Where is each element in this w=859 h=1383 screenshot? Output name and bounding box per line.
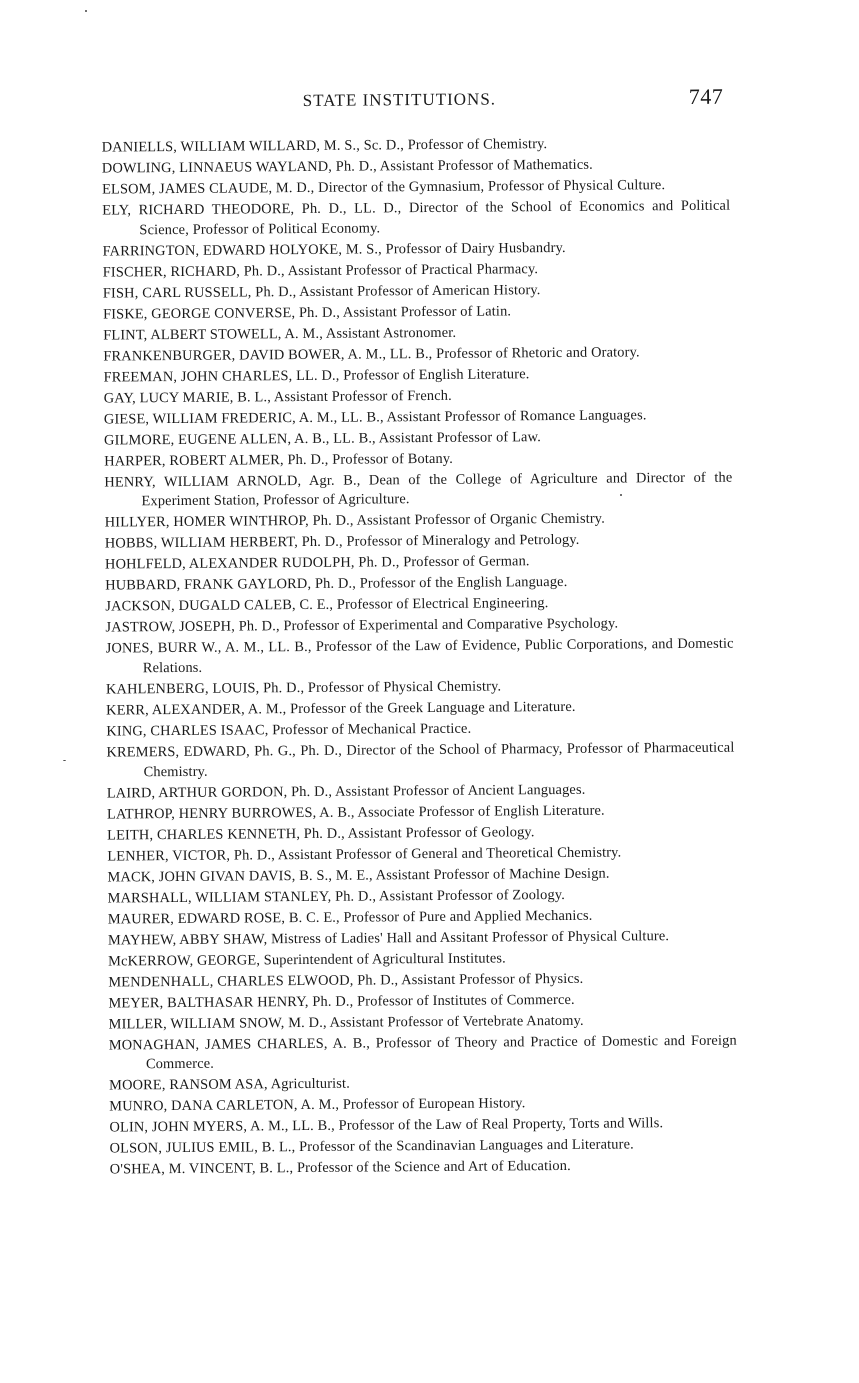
faculty-entry: HOHLFELD, ALEXANDER RUDOLPH, Ph. D., Professor of German.	[104, 553, 530, 573]
faculty-entry: KING, CHARLES ISAAC, Professor of Mechanical Practice.	[106, 720, 472, 740]
faculty-entry: HENRY, WILLIAM ARNOLD, Agr. B., Dean of the College of Agriculture and Director of the Experiment Station, Professor of Agriculture.	[104, 469, 733, 510]
faculty-entry: MONAGHAN, JAMES CHARLES, A. B., Professor of Theory and Practice of Domestic and Foreign Commerce.	[108, 1032, 737, 1073]
faculty-entry: MAYHEW, ABBY SHAW, Mistress of Ladies' Hall and Assitant Professor of Physical Culture.	[107, 927, 670, 949]
faculty-entry: HARPER, ROBERT ALMER, Ph. D., Professor of Botany.	[104, 450, 454, 470]
faculty-entry: MAURER, EDWARD ROSE, B. C. E., Professor of Pure and Applied Mechanics.	[107, 907, 593, 928]
page-number: 747	[688, 83, 724, 109]
faculty-entry: OLIN, JOHN MYERS, A. M., LL. B., Professor of the Law of Real Property, Torts and Wills.	[109, 1115, 664, 1136]
faculty-entry: MACK, JOHN GIVAN DAVIS, B. S., M. E., Assistant Professor of Machine Design.	[107, 865, 610, 886]
faculty-entry: JACKSON, DUGALD CALEB, C. E., Professor of Electrical Engineering.	[105, 595, 549, 615]
faculty-entry: GAY, LUCY MARIE, B. L., Assistant Professor of French.	[103, 387, 452, 407]
faculty-entry: HUBBARD, FRANK GAYLORD, Ph. D., Professor of the English Language.	[105, 574, 568, 594]
faculty-entry: ELY, RICHARD THEODORE, Ph. D., LL. D., Director of the School of Economics and Political Science, Professor of Political Economy.	[102, 197, 731, 239]
faculty-entry: ELSOM, JAMES CLAUDE, M. D., Director of the Gymnasium, Professor of Physical Culture.	[101, 177, 666, 198]
faculty-entry: FREEMAN, JOHN CHARLES, LL. D., Professor of English Literature.	[103, 365, 530, 386]
faculty-entry: DANIELLS, WILLIAM WILLARD, M. S., Sc. D., Professor of Chemistry.	[101, 136, 548, 156]
faculty-entry: LATHROP, HENRY BURROWES, A. B., Associate Professor of English Literature.	[106, 802, 605, 823]
faculty-list	[102, 134, 738, 1182]
faculty-entry: KREMERS, EDWARD, Ph. G., Ph. D., Director of the School of Pharmacy, Professor of Pharmaceutical Chemistry.	[106, 739, 735, 781]
faculty-entry: FISCHER, RICHARD, Ph. D., Assistant Professor of Practical Pharmacy.	[102, 260, 539, 281]
faculty-entry: JONES, BURR W., A. M., LL. B., Professor of the Law of Evidence, Public Corporations, and Domestic Relations.	[105, 635, 734, 677]
faculty-entry: LEITH, CHARLES KENNETH, Ph. D., Assistant Professor of Geology.	[107, 823, 535, 844]
faculty-entry: JASTROW, JOSEPH, Ph. D., Professor of Experimental and Comparative Psychology.	[105, 615, 619, 636]
running-head	[99, 84, 729, 119]
faculty-entry: FISKE, GEORGE CONVERSE, Ph. D., Assistant Professor of Latin.	[102, 303, 512, 323]
faculty-entry: MOORE, RANSOM ASA, Agriculturist.	[109, 1076, 350, 1094]
faculty-entry: KAHLENBERG, LOUIS, Ph. D., Professor of Physical Chemistry.	[105, 678, 502, 698]
faculty-entry: LENHER, VICTOR, Ph. D., Assistant Professor of General and Theoretical Chemistry.	[107, 844, 622, 865]
faculty-entry: FISH, CARL RUSSELL, Ph. D., Assistant Professor of American History.	[102, 281, 541, 302]
faculty-entry: GIESE, WILLIAM FREDERIC, A. M., LL. B., Assistant Professor of Romance Languages.	[103, 406, 647, 428]
faculty-entry: MENDENHALL, CHARLES ELWOOD, Ph. D., Assistant Professor of Physics.	[108, 970, 584, 991]
faculty-entry: KERR, ALEXANDER, A. M., Professor of the Greek Language and Literature.	[106, 698, 576, 719]
faculty-entry: MARSHALL, WILLIAM STANLEY, Ph. D., Assistant Professor of Zoology.	[107, 886, 566, 907]
faculty-entry: MEYER, BALTHASAR HENRY, Ph. D., Professor of Institutes of Commerce.	[108, 991, 575, 1012]
paper-speck	[85, 10, 87, 12]
faculty-entry: McKERROW, GEORGE, Superintendent of Agricultural Institutes.	[108, 950, 506, 970]
faculty-entry: OLSON, JULIUS EMIL, B. L., Professor of the Scandinavian Languages and Literature.	[109, 1136, 634, 1157]
paper-speck	[63, 760, 66, 761]
faculty-entry: MILLER, WILLIAM SNOW, M. D., Assistant Professor of Vertebrate Anatomy.	[108, 1012, 584, 1033]
paper-speck	[620, 494, 622, 496]
faculty-entry: O'SHEA, M. VINCENT, B. L., Professor of the Science and Art of Education.	[109, 1158, 571, 1178]
running-title: STATE INSTITUTIONS.	[302, 89, 497, 110]
faculty-entry: LAIRD, ARTHUR GORDON, Ph. D., Assistant Professor of Ancient Languages.	[106, 781, 586, 802]
faculty-entry: GILMORE, EUGENE ALLEN, A. B., LL. B., Assistant Professor of Law.	[103, 428, 541, 449]
faculty-entry: FRANKENBURGER, DAVID BOWER, A. M., LL. B., Professor of Rhetoric and Oratory.	[103, 343, 640, 365]
faculty-entry: FARRINGTON, EDWARD HOLYOKE, M. S., Professor of Dairy Husbandry.	[102, 239, 566, 260]
faculty-entry: MUNRO, DANA CARLETON, A. M., Professor of European History.	[109, 1095, 526, 1115]
faculty-entry: HOBBS, WILLIAM HERBERT, Ph. D., Professor of Mineralogy and Petrology.	[104, 532, 580, 552]
faculty-entry: DOWLING, LINNAEUS WAYLAND, Ph. D., Assistant Professor of Mathematics.	[101, 156, 593, 177]
faculty-entry: FLINT, ALBERT STOWELL, A. M., Assistant Astronomer.	[103, 324, 457, 344]
faculty-entry: HILLYER, HOMER WINTHROP, Ph. D., Assistant Professor of Organic Chemistry.	[104, 510, 605, 531]
